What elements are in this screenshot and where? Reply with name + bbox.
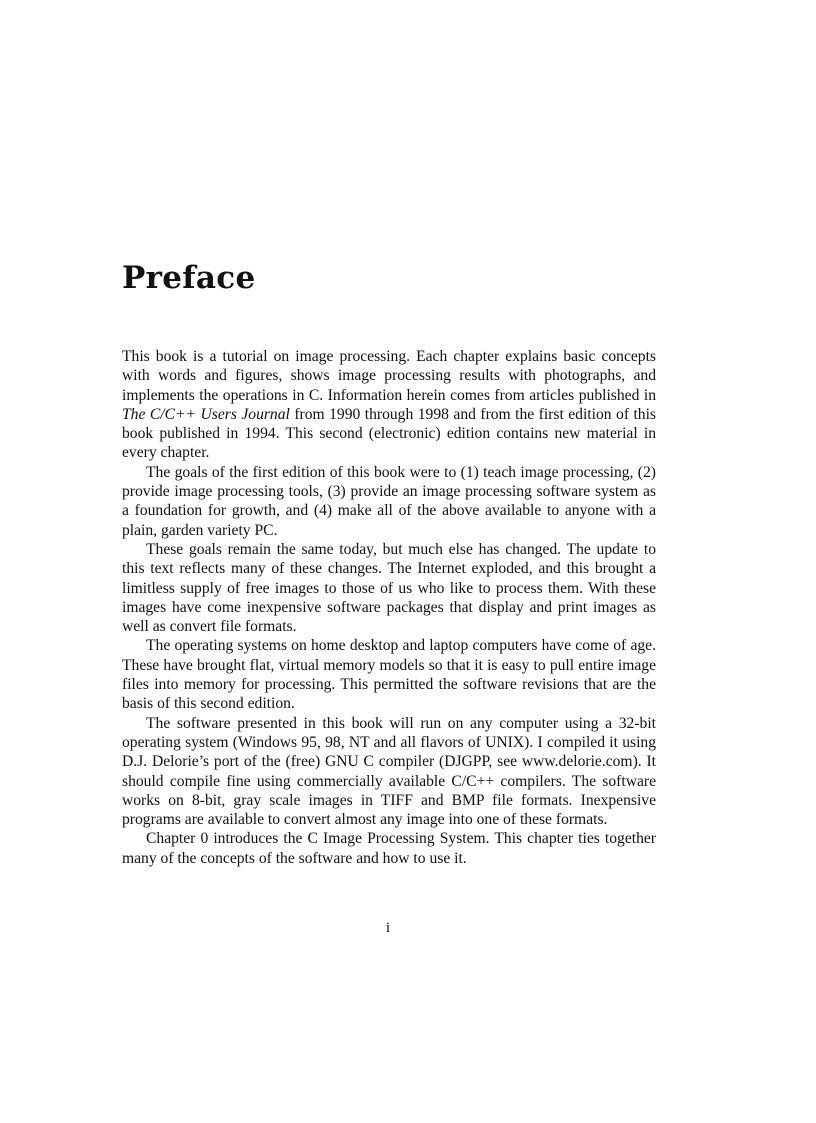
page-title: Preface xyxy=(122,260,256,296)
paragraph-3: These goals remain the same today, but much else has changed. The update to this text reflects many of these changes. The Internet exploded, and this brought a limitless supply of free images to those of us who like to process them. With these images have come inexpensive software packages that display and print images as well as convert file formats. xyxy=(122,540,656,636)
paragraph-1 xyxy=(122,347,656,463)
paragraph-2: The goals of the first edition of this book were to (1) teach image processing, (2) provide image processing tools, (3) provide an image processing software system as a foundation for growth, and (4) make all of the above available to anyone with a plain, garden variety PC. xyxy=(122,463,656,539)
paragraph-1-text-end: from 1990 through 1998 and from the first edition of this book published in 1994. This second (electronic) edition contains new material in every chapter. xyxy=(122,405,657,462)
paragraph-6: Chapter 0 introduces the C Image Processing System. This chapter ties together many of the concepts of the software and how to use it. xyxy=(122,830,656,867)
paragraph-4: The operating systems on home desktop and laptop computers have come of age. These have brought flat, virtual memory models so that it is easy to pull entire image files into memory for processing. This permitted the software revisions that are the basis of this second edition. xyxy=(122,637,656,713)
page-number: i xyxy=(385,920,391,936)
journal-title: The C/C++ Users Journal xyxy=(122,405,290,423)
preface-body xyxy=(122,347,656,868)
paragraph-1-text-start: This book is a tutorial on image processing. Each chapter explains basic concepts with words and figures, shows image processing results with photographs, and implements the operations in C. Information herein comes from articles published in xyxy=(122,348,656,404)
paragraph-5: The software presented in this book will run on any computer using a 32-bit operating system (Windows 95, 98, NT and all flavors of UNIX). I compiled it using D.J. Delorie’s port of the (free) GNU C compiler (DJGPP, see www.delorie.com). It should compile fine using commercially available C/C++ compilers. The software works on 8-bit, gray scale images in TIFF and BMP file formats. Inexpensive programs are available to convert almost any image into one of these formats. xyxy=(122,714,656,829)
